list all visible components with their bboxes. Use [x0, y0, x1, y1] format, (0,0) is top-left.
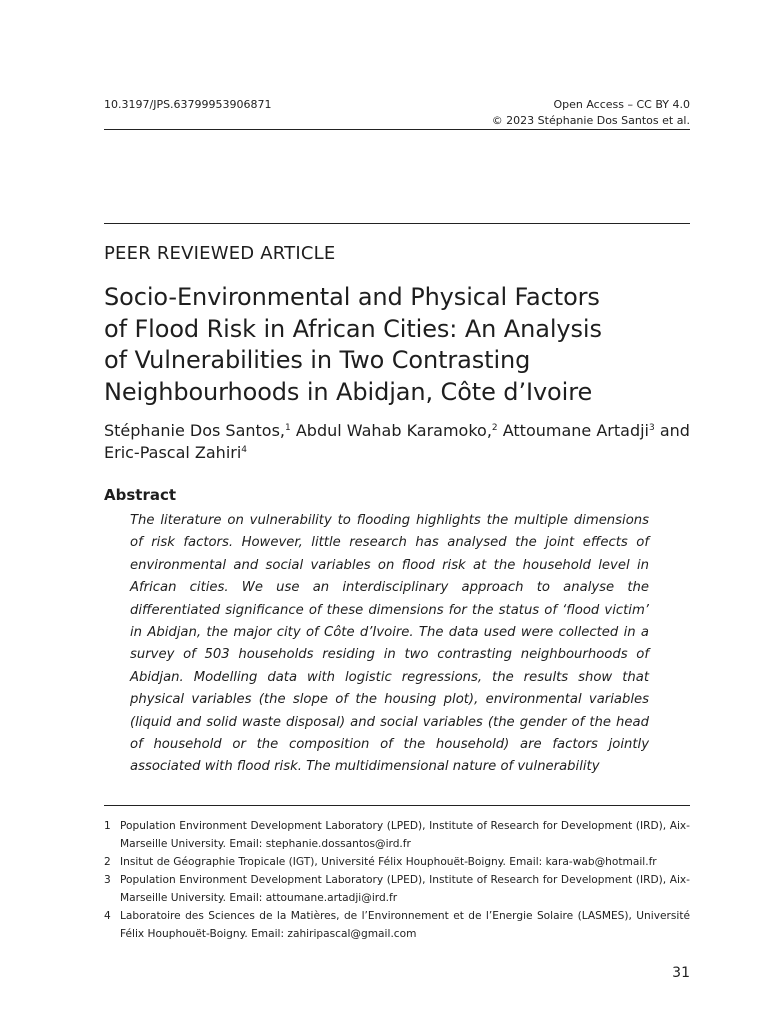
affiliation-marker: 3 — [648, 423, 655, 433]
title-line: Neighbourhoods in Abidjan, Côte d’Ivoire — [104, 377, 593, 406]
footnote-divider — [104, 805, 690, 806]
author-name: Attoumane Artadji — [502, 421, 649, 440]
author-name: Stéphanie Dos Santos, — [104, 421, 286, 440]
footnote-text: Laboratoire des Sciences de la Matières, de l’Environnement et de l’Energie Solaire (LASMES), Université Félix Houphouët-Boigny. Email: zahiripascal@gmail.com — [120, 910, 690, 940]
footnote-text: Population Environment Development Laboratory (LPED), Institute of Research for Development (IRD), Aix-Marseille University. Email: attoumane.artadji@ird.fr — [120, 874, 690, 904]
affiliation-marker: 4 — [241, 445, 248, 455]
footnote — [104, 907, 690, 943]
license: Open Access – CC BY 4.0 — [553, 98, 690, 111]
footnote-number: 3 — [104, 874, 111, 886]
license-block — [492, 97, 690, 129]
title-line: Socio-Environmental and Physical Factors — [104, 283, 600, 311]
copyright: © 2023 Stéphanie Dos Santos et al. — [491, 114, 690, 127]
title-line: of Vulnerabilities in Two Contrasting — [104, 346, 531, 374]
footnotes — [104, 817, 690, 943]
footnote — [104, 853, 690, 871]
affiliation-marker: 2 — [491, 423, 498, 433]
article-type: PEER REVIEWED ARTICLE — [104, 243, 336, 264]
doi[interactable]: 10.3197/JPS.63799953906871 — [104, 98, 272, 111]
abstract-text: The literature on vulnerability to flooding highlights the multiple dimensions of risk factors. However, little research has analysed the joint effects of environmental and social variables on flood risk at the household level in African cities. We use an interdisciplinary approach to analyse the differentiated significance of these dimensions for the status of ‘flood victim’ in Abidjan, the major city of Côte d’Ivoire. The data used were collected in a survey of 503 households residing in two contrasting neighbourhoods of Abidjan. Modelling data with logistic regressions, the results show that physical variables (the slope of the housing plot), environmental variables (liquid and solid waste disposal) and social variables (the gender of the head of household or the composition of the household) are factors jointly associated with flood risk. The multidimensional nature of vulnerability — [130, 513, 649, 775]
footnote — [104, 871, 690, 907]
footnote-text: Insitut de Géographie Tropicale (IGT), Université Félix Houphouët-Boigny. Email: kara-wab@hotmail.fr — [120, 856, 657, 868]
author-name: Abdul Wahab Karamoko, — [295, 421, 492, 440]
footnote-number: 4 — [104, 910, 111, 922]
title-divider — [104, 223, 690, 224]
footnote-number: 1 — [104, 820, 111, 832]
page-number: 31 — [672, 965, 690, 981]
author-list — [104, 420, 690, 464]
affiliation-marker: 1 — [285, 423, 291, 433]
title-line: of Flood Risk in African Cities: An Analysis — [104, 314, 602, 343]
footnote-text: Population Environment Development Laboratory (LPED), Institute of Research for Development (IRD), Aix-Marseille University. Email: stephanie.dossantos@ird.fr — [120, 820, 690, 850]
abstract-heading: Abstract — [104, 486, 177, 504]
article-title — [104, 282, 704, 408]
header-divider — [104, 129, 690, 130]
footnote-number: 2 — [104, 856, 111, 868]
author-name: and Eric-Pascal Zahiri — [104, 421, 690, 462]
footnote — [104, 817, 690, 853]
